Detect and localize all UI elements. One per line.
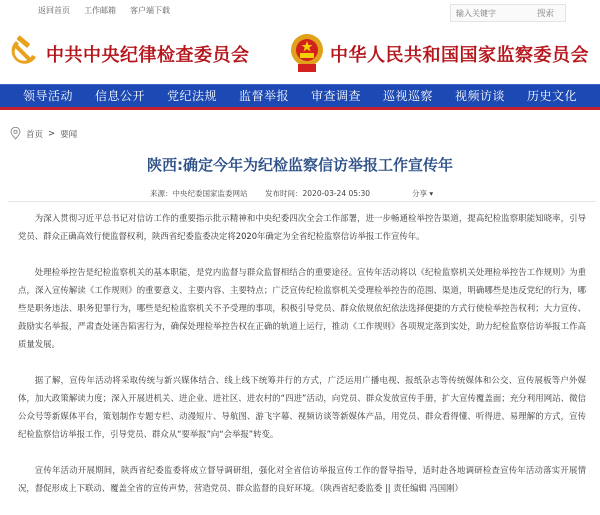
share-label: 分享: [412, 189, 427, 198]
site-header: [0, 33, 600, 78]
article-body: [18, 209, 586, 515]
nav-report[interactable]: 监督举报: [238, 89, 289, 103]
divider: [8, 201, 596, 202]
nav-regulations[interactable]: 党纪法规: [166, 89, 217, 103]
work-email-link[interactable]: 工作邮箱: [84, 6, 116, 15]
share-button[interactable]: 分享 ▾: [412, 189, 434, 198]
article-title: 陕西:确定今年为纪检监察信访举报工作宣传年: [146, 156, 453, 174]
paragraph: 据了解，宣传年活动将采取传统与新兴媒体结合、线上线下统筹并行的方式，广泛运用广播电视、报纸杂志等传统媒体和公交、宣传展板等户外媒体，加大政策解读力度；深入开展进机关、进企业、进社区、进农村的“四进”活动，向党员、群众发放宣传手册，扩大宣传覆盖面；充分利用网站、微信公众号等新媒体平台，策划制作专题专栏、动漫短片、导航图、游飞字幕、视频访谈等新媒体产品，用党员、群众看得懂、听得进、易理解的方式，宣传纪检监察信访举报工作，引导党员、群众从“要举报”向“会举报”转变。: [18, 375, 586, 439]
paragraph: 为深入贯彻习近平总书记对信访工作的重要指示批示精神和中央纪委四次全会工作部署，进一步畅通检举控告渠道，提高纪检监察职能知晓率，引导党员、群众正确高效行使监督权利，陕西省纪委监委决定将2020年确定为全省纪检监察信访举报工作宣传年。: [18, 213, 586, 241]
top-links: [38, 5, 170, 16]
nav-divider: [0, 107, 600, 110]
nav-video[interactable]: 视频访谈: [454, 89, 505, 103]
search-box: [450, 4, 566, 22]
main-nav: [0, 84, 600, 107]
nav-investigation[interactable]: 审查调查: [310, 89, 361, 103]
paragraph: 处理检举控告是纪检监察机关的基本职能，是党内监督与群众监督相结合的重要途径。宣传年活动将以《纪检监察机关处理检举控告工作规则》为重点，深入宣传解读《工作规则》的重要意义、主要内容、主要特点；广泛宣传纪检监察机关受理检举控告的范围、渠道，明确哪些是违反党纪的行为，哪些是职务违法、职务犯罪行为，哪些是纪检监察机关不予受理的事项，积极引导党员、群众依规依纪依法选择便捷的方式行使检举控告权利；大力宣传、鼓励实名举报，严肃查处诬告陷害行为，确保处理检举控告权在正确的轨道上运行，推动《工作规则》各项规定落到实处，助力纪检监察信访举报工作高质量发展。: [18, 267, 586, 349]
party-emblem-icon: [10, 35, 40, 71]
nav-info-disclosure[interactable]: 信息公开: [94, 89, 145, 103]
national-emblem-icon: [290, 33, 324, 73]
breadcrumb-current[interactable]: 要闻: [60, 129, 78, 140]
breadcrumb-home[interactable]: 首页: [26, 129, 44, 140]
article-time: 发布时间：2020-03-24 05:30: [265, 189, 371, 198]
location-icon: [10, 127, 21, 140]
client-download-link[interactable]: 客户端下载: [130, 6, 170, 15]
nav-inspection[interactable]: 巡视巡察: [382, 89, 433, 103]
breadcrumb-separator: >: [48, 128, 56, 139]
nsc-name: 中华人民共和国国家监察委员会: [330, 45, 589, 66]
ccdi-name: 中共中央纪律检查委员会: [46, 45, 250, 66]
nav-leadership[interactable]: 领导活动: [22, 89, 73, 103]
search-input[interactable]: [451, 9, 535, 18]
article-source: 来源：中央纪委国家监委网站: [150, 189, 248, 198]
breadcrumb: [10, 127, 77, 140]
search-button[interactable]: 搜索: [537, 9, 555, 19]
home-link[interactable]: 返回首页: [38, 6, 70, 15]
paragraph: 宣传年活动开展期间，陕西省纪委监委将成立督导调研组，强化对全省信访举报宣传工作的督导指导，适时赴各地调研检查宣传年活动落实开展情况，督促形成上下联动、覆盖全省的宣传声势，营造党员、群众监督的良好环境。（陕西省纪委监委 || 责任编辑 冯国刚）: [18, 465, 586, 493]
nav-history[interactable]: 历史文化: [526, 89, 577, 103]
